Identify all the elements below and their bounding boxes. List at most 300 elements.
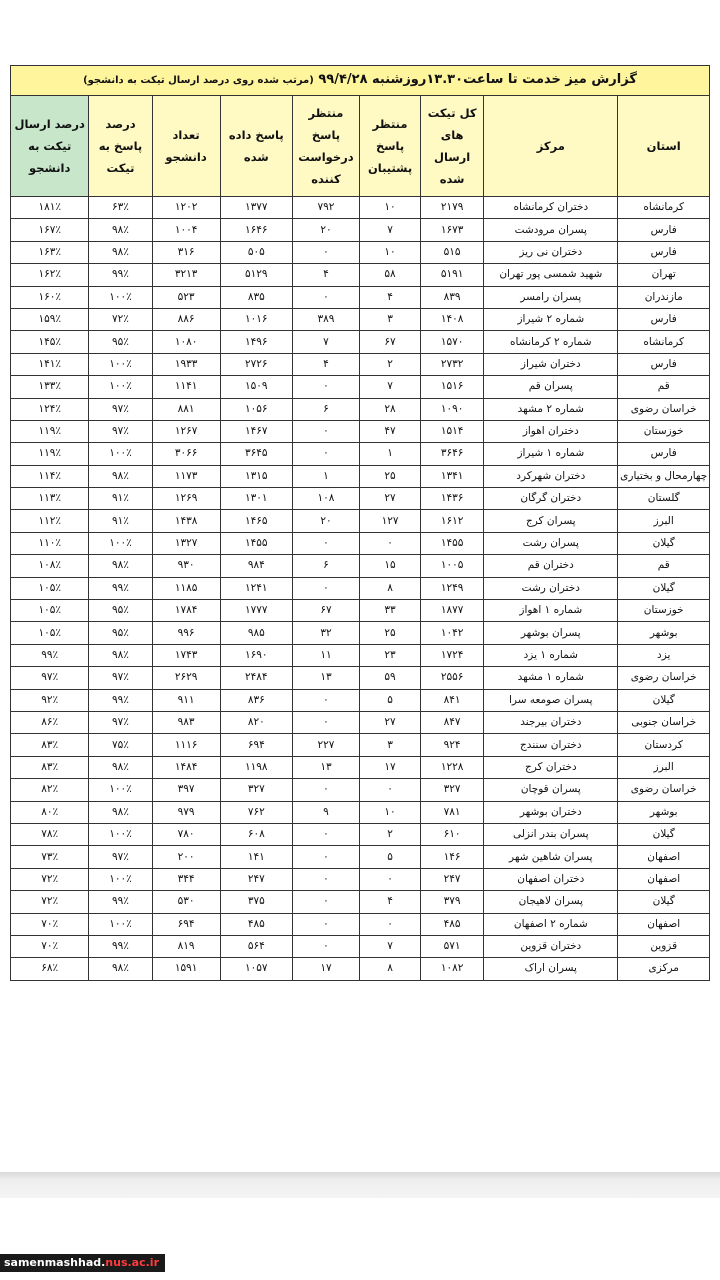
province-cell: گیلان	[618, 823, 710, 845]
student-count-cell: ۱۱۷۳	[152, 465, 220, 487]
student-count-cell: ۹۷۹	[152, 801, 220, 823]
answered-cell: ۵۶۴	[220, 935, 292, 957]
center-cell: شماره ۱ اهواز	[484, 600, 618, 622]
student-count-cell: ۱۹۳۳	[152, 353, 220, 375]
awaiting-support-cell: ۵۸	[360, 264, 421, 286]
ticket-percent-cell: ۱۴۵٪	[11, 331, 89, 353]
awaiting-support-cell: ۲۸	[360, 398, 421, 420]
ticket-percent-cell: ۹۲٪	[11, 689, 89, 711]
table-row	[11, 868, 710, 890]
table-row	[11, 689, 710, 711]
awaiting-support-cell: ۲	[360, 353, 421, 375]
watermark-prefix: samenmashhad.	[4, 1256, 106, 1269]
student-count-cell: ۱۱۱۶	[152, 734, 220, 756]
student-count-cell: ۱۳۲۷	[152, 532, 220, 554]
ticket-percent-cell: ۹۷٪	[11, 667, 89, 689]
total-tickets-cell: ۱۳۴۱	[421, 465, 484, 487]
answered-cell: ۸۳۶	[220, 689, 292, 711]
table-row	[11, 801, 710, 823]
awaiting-support-cell: ۶۷	[360, 331, 421, 353]
province-cell: اصفهان	[618, 913, 710, 935]
table-row	[11, 376, 710, 398]
awaiting-support-cell: ۳۳	[360, 600, 421, 622]
awaiting-support-cell: ۴	[360, 286, 421, 308]
header-row	[11, 96, 710, 197]
table-row	[11, 846, 710, 868]
report-body	[11, 197, 710, 981]
table-row	[11, 197, 710, 219]
province-cell: فارس	[618, 353, 710, 375]
table-row	[11, 958, 710, 980]
awaiting-support-cell: ۲۷	[360, 488, 421, 510]
awaiting-requester-cell: ۱۰۸	[292, 488, 359, 510]
student-count-cell: ۳۰۶۶	[152, 443, 220, 465]
ticket-percent-cell: ۸۶٪	[11, 711, 89, 733]
student-count-cell: ۸۱۹	[152, 935, 220, 957]
awaiting-requester-cell: ۰	[292, 846, 359, 868]
awaiting-support-cell: ۴	[360, 891, 421, 913]
center-cell: پسران شاهین شهر	[484, 846, 618, 868]
province-cell: فارس	[618, 308, 710, 330]
answered-cell: ۱۴۶۵	[220, 510, 292, 532]
awaiting-support-cell: ۵۹	[360, 667, 421, 689]
total-tickets-cell: ۳۶۴۶	[421, 443, 484, 465]
awaiting-support-cell: ۰	[360, 779, 421, 801]
awaiting-requester-cell: ۱۳	[292, 667, 359, 689]
province-cell: گلستان	[618, 488, 710, 510]
awaiting-requester-cell: ۰	[292, 241, 359, 263]
province-cell: کرمانشاه	[618, 331, 710, 353]
awaiting-support-cell: ۸	[360, 577, 421, 599]
province-cell: کردستان	[618, 734, 710, 756]
response-percent-cell: ۹۱٪	[89, 510, 152, 532]
answered-cell: ۱۴۶۷	[220, 420, 292, 442]
ticket-percent-cell: ۱۱۳٪	[11, 488, 89, 510]
awaiting-requester-cell: ۴	[292, 264, 359, 286]
answered-cell: ۱۶۴۶	[220, 219, 292, 241]
total-tickets-cell: ۱۰۰۵	[421, 555, 484, 577]
total-tickets-cell: ۱۰۴۲	[421, 622, 484, 644]
response-percent-cell: ۷۵٪	[89, 734, 152, 756]
awaiting-requester-cell: ۲۰	[292, 510, 359, 532]
province-cell: گیلان	[618, 532, 710, 554]
table-row	[11, 913, 710, 935]
province-cell: گیلان	[618, 689, 710, 711]
awaiting-requester-cell: ۰	[292, 577, 359, 599]
total-tickets-cell: ۳۲۷	[421, 779, 484, 801]
response-percent-cell: ۹۷٪	[89, 398, 152, 420]
student-count-cell: ۳۴۴	[152, 868, 220, 890]
student-count-cell: ۹۳۰	[152, 555, 220, 577]
awaiting-requester-cell: ۱۳	[292, 756, 359, 778]
student-count-cell: ۱۲۶۹	[152, 488, 220, 510]
answered-cell: ۱۷۷۷	[220, 600, 292, 622]
province-cell: بوشهر	[618, 801, 710, 823]
ticket-percent-cell: ۱۱۰٪	[11, 532, 89, 554]
total-tickets-cell: ۸۴۱	[421, 689, 484, 711]
awaiting-support-cell: ۴۷	[360, 420, 421, 442]
awaiting-requester-cell: ۰	[292, 443, 359, 465]
awaiting-requester-cell: ۰	[292, 376, 359, 398]
awaiting-support-cell: ۷	[360, 935, 421, 957]
student-count-cell: ۳۲۱۳	[152, 264, 220, 286]
awaiting-support-cell: ۱۲۷	[360, 510, 421, 532]
answered-cell: ۳۶۴۵	[220, 443, 292, 465]
ticket-percent-cell: ۱۶۰٪	[11, 286, 89, 308]
awaiting-support-cell: ۲	[360, 823, 421, 845]
total-tickets-cell: ۱۵۷۰	[421, 331, 484, 353]
total-tickets-cell: ۵۱۹۱	[421, 264, 484, 286]
province-cell: چهارمحال و بختیاری	[618, 465, 710, 487]
ticket-percent-cell: ۸۳٪	[11, 734, 89, 756]
table-row	[11, 286, 710, 308]
center-cell: دختران کرج	[484, 756, 618, 778]
awaiting-support-cell: ۲۳	[360, 644, 421, 666]
table-row	[11, 935, 710, 957]
center-cell: پسران قوچان	[484, 779, 618, 801]
response-percent-cell: ۹۵٪	[89, 622, 152, 644]
table-row	[11, 622, 710, 644]
total-tickets-cell: ۱۸۷۷	[421, 600, 484, 622]
total-tickets-cell: ۱۴۳۶	[421, 488, 484, 510]
ticket-percent-cell: ۱۵۹٪	[11, 308, 89, 330]
response-percent-cell: ۹۸٪	[89, 465, 152, 487]
total-tickets-cell: ۴۸۵	[421, 913, 484, 935]
column-header-answered: پاسخ داده شده	[220, 96, 292, 197]
response-percent-cell: ۹۷٪	[89, 846, 152, 868]
total-tickets-cell: ۱۲۴۹	[421, 577, 484, 599]
student-count-cell: ۸۸۶	[152, 308, 220, 330]
ticket-percent-cell: ۱۶۳٪	[11, 241, 89, 263]
awaiting-requester-cell: ۶	[292, 398, 359, 420]
center-cell: دختران سنندج	[484, 734, 618, 756]
table-row	[11, 331, 710, 353]
ticket-percent-cell: ۹۹٪	[11, 644, 89, 666]
awaiting-support-cell: ۱۰	[360, 801, 421, 823]
center-cell: شماره ۲ مشهد	[484, 398, 618, 420]
total-tickets-cell: ۷۸۱	[421, 801, 484, 823]
answered-cell: ۱۱۹۸	[220, 756, 292, 778]
center-cell: دختران بیرجند	[484, 711, 618, 733]
student-count-cell: ۱۲۶۷	[152, 420, 220, 442]
student-count-cell: ۱۰۸۰	[152, 331, 220, 353]
center-cell: شماره ۲ اصفهان	[484, 913, 618, 935]
student-count-cell: ۱۵۹۱	[152, 958, 220, 980]
ticket-percent-cell: ۱۱۹٪	[11, 443, 89, 465]
ticket-percent-cell: ۱۱۲٪	[11, 510, 89, 532]
column-header-province: استان	[618, 96, 710, 197]
province-cell: خوزستان	[618, 600, 710, 622]
awaiting-requester-cell: ۱	[292, 465, 359, 487]
total-tickets-cell: ۲۱۷۹	[421, 197, 484, 219]
total-tickets-cell: ۲۵۵۶	[421, 667, 484, 689]
table-row	[11, 734, 710, 756]
center-cell: دختران اصفهان	[484, 868, 618, 890]
response-percent-cell: ۱۰۰٪	[89, 286, 152, 308]
awaiting-requester-cell: ۷	[292, 331, 359, 353]
student-count-cell: ۳۹۷	[152, 779, 220, 801]
province-cell: البرز	[618, 756, 710, 778]
awaiting-requester-cell: ۰	[292, 689, 359, 711]
center-cell: پسران اراک	[484, 958, 618, 980]
answered-cell: ۷۶۲	[220, 801, 292, 823]
response-percent-cell: ۹۹٪	[89, 891, 152, 913]
province-cell: مرکزی	[618, 958, 710, 980]
awaiting-requester-cell: ۱۱	[292, 644, 359, 666]
center-cell: دختران نی ریز	[484, 241, 618, 263]
province-cell: فارس	[618, 443, 710, 465]
center-cell: پسران مرودشت	[484, 219, 618, 241]
answered-cell: ۵۰۵	[220, 241, 292, 263]
response-percent-cell: ۹۵٪	[89, 600, 152, 622]
total-tickets-cell: ۱۶۷۳	[421, 219, 484, 241]
ticket-percent-cell: ۷۸٪	[11, 823, 89, 845]
response-percent-cell: ۱۰۰٪	[89, 376, 152, 398]
student-count-cell: ۷۸۰	[152, 823, 220, 845]
ticket-percent-cell: ۸۲٪	[11, 779, 89, 801]
total-tickets-cell: ۱۰۸۲	[421, 958, 484, 980]
total-tickets-cell: ۱۵۱۴	[421, 420, 484, 442]
awaiting-support-cell: ۰	[360, 868, 421, 890]
table-row	[11, 353, 710, 375]
table-row	[11, 443, 710, 465]
province-cell: کرمانشاه	[618, 197, 710, 219]
response-percent-cell: ۹۷٪	[89, 667, 152, 689]
province-cell: مازندران	[618, 286, 710, 308]
page-gap	[0, 1172, 720, 1198]
response-percent-cell: ۶۳٪	[89, 197, 152, 219]
table-row	[11, 577, 710, 599]
answered-cell: ۴۸۵	[220, 913, 292, 935]
awaiting-requester-cell: ۰	[292, 420, 359, 442]
student-count-cell: ۱۱۴۱	[152, 376, 220, 398]
column-header-total-tickets: کل تیکت های ارسال شده	[421, 96, 484, 197]
response-percent-cell: ۹۷٪	[89, 420, 152, 442]
ticket-percent-cell: ۱۱۹٪	[11, 420, 89, 442]
student-count-cell: ۱۱۸۵	[152, 577, 220, 599]
table-row	[11, 488, 710, 510]
table-row	[11, 308, 710, 330]
awaiting-support-cell: ۷	[360, 376, 421, 398]
table-row	[11, 465, 710, 487]
province-cell: تهران	[618, 264, 710, 286]
answered-cell: ۱۳۷۷	[220, 197, 292, 219]
awaiting-requester-cell: ۶	[292, 555, 359, 577]
answered-cell: ۲۷۲۶	[220, 353, 292, 375]
column-header-awaiting-requester: منتظر پاسخ درخواست کننده	[292, 96, 359, 197]
awaiting-requester-cell: ۱۷	[292, 958, 359, 980]
student-count-cell: ۲۶۲۹	[152, 667, 220, 689]
table-row	[11, 555, 710, 577]
province-cell: خراسان رضوی	[618, 779, 710, 801]
center-cell: پسران قم	[484, 376, 618, 398]
awaiting-requester-cell: ۴	[292, 353, 359, 375]
student-count-cell: ۹۸۳	[152, 711, 220, 733]
awaiting-support-cell: ۷	[360, 219, 421, 241]
watermark	[0, 1254, 165, 1272]
table-row	[11, 756, 710, 778]
total-tickets-cell: ۱۴۰۸	[421, 308, 484, 330]
province-cell: خراسان رضوی	[618, 398, 710, 420]
province-cell: گیلان	[618, 577, 710, 599]
total-tickets-cell: ۱۵۱۶	[421, 376, 484, 398]
table-row	[11, 779, 710, 801]
center-cell: دختران اهواز	[484, 420, 618, 442]
total-tickets-cell: ۲۴۷	[421, 868, 484, 890]
student-count-cell: ۵۲۳	[152, 286, 220, 308]
ticket-percent-cell: ۷۰٪	[11, 913, 89, 935]
center-cell: دختران شهرکرد	[484, 465, 618, 487]
province-cell: گیلان	[618, 891, 710, 913]
table-row	[11, 241, 710, 263]
table-row	[11, 510, 710, 532]
total-tickets-cell: ۱۷۲۴	[421, 644, 484, 666]
response-percent-cell: ۹۸٪	[89, 644, 152, 666]
center-cell: دختران شیراز	[484, 353, 618, 375]
response-percent-cell: ۱۰۰٪	[89, 868, 152, 890]
answered-cell: ۱۴۹۶	[220, 331, 292, 353]
province-cell: اصفهان	[618, 846, 710, 868]
total-tickets-cell: ۵۱۵	[421, 241, 484, 263]
response-percent-cell: ۹۸٪	[89, 756, 152, 778]
answered-cell: ۱۴۵۵	[220, 532, 292, 554]
total-tickets-cell: ۱۴۵۵	[421, 532, 484, 554]
response-percent-cell: ۱۰۰٪	[89, 532, 152, 554]
table-row	[11, 600, 710, 622]
answered-cell: ۸۳۵	[220, 286, 292, 308]
center-cell: پسران رشت	[484, 532, 618, 554]
table-row	[11, 532, 710, 554]
answered-cell: ۱۰۵۷	[220, 958, 292, 980]
total-tickets-cell: ۱۰۹۰	[421, 398, 484, 420]
table-row	[11, 891, 710, 913]
awaiting-requester-cell: ۰	[292, 532, 359, 554]
awaiting-requester-cell: ۰	[292, 286, 359, 308]
ticket-percent-cell: ۱۰۵٪	[11, 600, 89, 622]
province-cell: اصفهان	[618, 868, 710, 890]
answered-cell: ۱۲۴۱	[220, 577, 292, 599]
ticket-percent-cell: ۱۰۸٪	[11, 555, 89, 577]
center-cell: دختران قزوین	[484, 935, 618, 957]
center-cell: پسران بندر انزلی	[484, 823, 618, 845]
awaiting-requester-cell: ۲۲۷	[292, 734, 359, 756]
response-percent-cell: ۱۰۰٪	[89, 823, 152, 845]
total-tickets-cell: ۱۶۱۲	[421, 510, 484, 532]
table-row	[11, 667, 710, 689]
table-row	[11, 420, 710, 442]
response-percent-cell: ۱۰۰٪	[89, 353, 152, 375]
student-count-cell: ۱۰۰۴	[152, 219, 220, 241]
ticket-percent-cell: ۷۰٪	[11, 935, 89, 957]
response-percent-cell: ۱۰۰٪	[89, 779, 152, 801]
student-count-cell: ۹۱۱	[152, 689, 220, 711]
column-header-student-count: تعداد دانشجو	[152, 96, 220, 197]
province-cell: بوشهر	[618, 622, 710, 644]
awaiting-support-cell: ۲۷	[360, 711, 421, 733]
student-count-cell: ۱۴۳۸	[152, 510, 220, 532]
ticket-percent-cell: ۱۴۱٪	[11, 353, 89, 375]
answered-cell: ۶۰۸	[220, 823, 292, 845]
center-cell: پسران رامسر	[484, 286, 618, 308]
table-row	[11, 398, 710, 420]
province-cell: یزد	[618, 644, 710, 666]
answered-cell: ۹۸۴	[220, 555, 292, 577]
province-cell: فارس	[618, 241, 710, 263]
center-cell: دختران قم	[484, 555, 618, 577]
total-tickets-cell: ۸۳۹	[421, 286, 484, 308]
total-tickets-cell: ۶۱۰	[421, 823, 484, 845]
student-count-cell: ۵۳۰	[152, 891, 220, 913]
table-row	[11, 711, 710, 733]
ticket-percent-cell: ۷۲٪	[11, 868, 89, 890]
ticket-percent-cell: ۱۲۴٪	[11, 398, 89, 420]
response-percent-cell: ۹۸٪	[89, 241, 152, 263]
awaiting-support-cell: ۳	[360, 734, 421, 756]
answered-cell: ۹۸۵	[220, 622, 292, 644]
center-cell: پسران لاهیجان	[484, 891, 618, 913]
answered-cell: ۱۶۹۰	[220, 644, 292, 666]
ticket-percent-cell: ۱۶۲٪	[11, 264, 89, 286]
report-table	[10, 65, 710, 981]
response-percent-cell: ۹۵٪	[89, 331, 152, 353]
response-percent-cell: ۱۰۰٪	[89, 913, 152, 935]
province-cell: قم	[618, 555, 710, 577]
total-tickets-cell: ۹۲۴	[421, 734, 484, 756]
answered-cell: ۲۴۷	[220, 868, 292, 890]
student-count-cell: ۲۰۰	[152, 846, 220, 868]
table-row	[11, 264, 710, 286]
province-cell: قم	[618, 376, 710, 398]
total-tickets-cell: ۵۷۱	[421, 935, 484, 957]
province-cell: خراسان رضوی	[618, 667, 710, 689]
awaiting-requester-cell: ۲۰	[292, 219, 359, 241]
answered-cell: ۱۴۱	[220, 846, 292, 868]
awaiting-requester-cell: ۷۹۲	[292, 197, 359, 219]
student-count-cell: ۱۲۰۲	[152, 197, 220, 219]
response-percent-cell: ۷۲٪	[89, 308, 152, 330]
answered-cell: ۸۲۰	[220, 711, 292, 733]
awaiting-requester-cell: ۰	[292, 935, 359, 957]
total-tickets-cell: ۱۴۶	[421, 846, 484, 868]
answered-cell: ۲۴۸۴	[220, 667, 292, 689]
student-count-cell: ۸۸۱	[152, 398, 220, 420]
ticket-percent-cell: ۱۱۴٪	[11, 465, 89, 487]
province-cell: خراسان جنوبی	[618, 711, 710, 733]
center-cell: دختران کرمانشاه	[484, 197, 618, 219]
center-cell: دختران بوشهر	[484, 801, 618, 823]
awaiting-support-cell: ۱۷	[360, 756, 421, 778]
awaiting-requester-cell: ۰	[292, 913, 359, 935]
response-percent-cell: ۹۸٪	[89, 219, 152, 241]
student-count-cell: ۱۴۸۴	[152, 756, 220, 778]
response-percent-cell: ۹۸٪	[89, 555, 152, 577]
answered-cell: ۶۹۴	[220, 734, 292, 756]
center-cell: پسران بوشهر	[484, 622, 618, 644]
ticket-percent-cell: ۶۸٪	[11, 958, 89, 980]
ticket-percent-cell: ۱۶۷٪	[11, 219, 89, 241]
province-cell: فارس	[618, 219, 710, 241]
column-header-response-percent: درصد پاسخ به تیکت	[89, 96, 152, 197]
answered-cell: ۱۰۵۶	[220, 398, 292, 420]
response-percent-cell: ۹۹٪	[89, 577, 152, 599]
answered-cell: ۵۱۲۹	[220, 264, 292, 286]
awaiting-requester-cell: ۰	[292, 891, 359, 913]
table-row	[11, 823, 710, 845]
table-row	[11, 644, 710, 666]
center-cell: شماره ۱ یزد	[484, 644, 618, 666]
province-cell: البرز	[618, 510, 710, 532]
ticket-percent-cell: ۷۲٪	[11, 891, 89, 913]
